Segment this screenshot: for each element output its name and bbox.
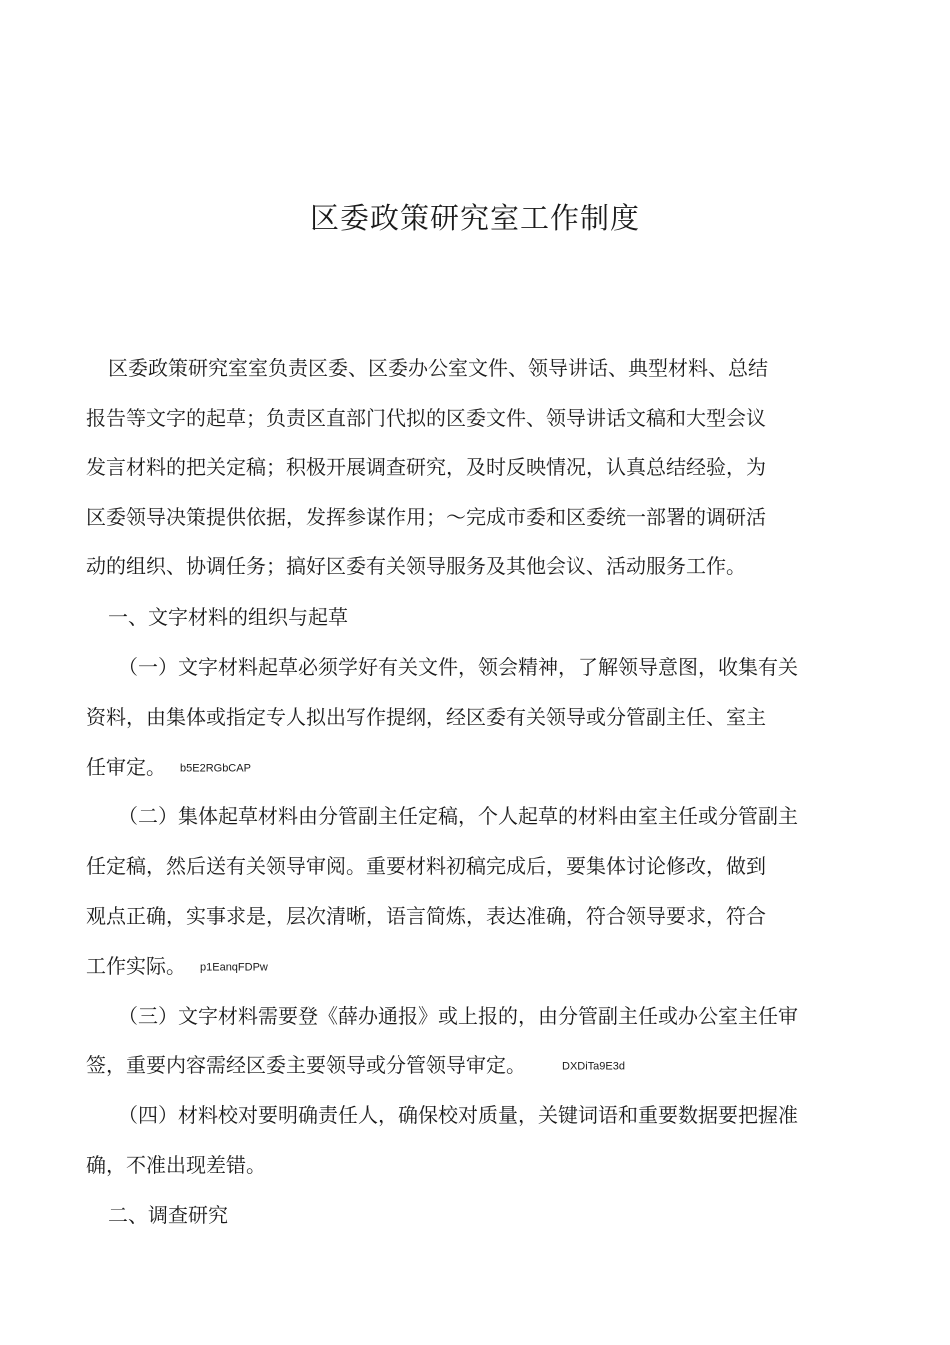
paragraph-end-text: 任审定。 <box>86 755 166 779</box>
document-title: 区委政策研究室工作制度 <box>309 201 640 235</box>
intro-line: 区委领导决策提供依据，发挥参谋作用；～完成市委和区委统一部署的调研活 <box>86 505 766 529</box>
paragraph-line: （四）材料校对要明确责任人，确保校对质量，关键词语和重要数据要把握准 <box>118 1103 798 1127</box>
paragraph-line: 观点正确，实事求是，层次清晰，语言简炼，表达准确，符合领导要求，符合 <box>86 904 766 928</box>
intro-line: 动的组织、协调任务；搞好区委有关领导服务及其他会议、活动服务工作。 <box>86 554 746 578</box>
paragraph-line: 资料，由集体或指定专人拟出写作提纲，经区委有关领导或分管副主任、室主 <box>86 705 766 729</box>
intro-line: 发言材料的把关定稿；积极开展调查研究，及时反映情况，认真总结经验，为 <box>86 455 766 479</box>
intro-line: 区委政策研究室室负责区委、区委办公室文件、领导讲话、典型材料、总结 <box>108 356 768 380</box>
paragraph-line: 任定稿，然后送有关领导审阅。重要材料初稿完成后，要集体讨论修改，做到 <box>86 854 766 878</box>
paragraph-line <box>86 952 846 982</box>
paragraph-line: （二）集体起草材料由分管副主任定稿，个人起草的材料由室主任或分管副主 <box>118 804 798 828</box>
section-heading-1: 一、文字材料的组织与起草 <box>108 605 348 629</box>
paragraph-line: 确，不准出现差错。 <box>86 1153 266 1177</box>
paragraph-line: （一）文字材料起草必须学好有关文件，领会精神，了解领导意图，收集有关 <box>118 655 798 679</box>
intro-line: 报告等文字的起草；负责区直部门代拟的区委文件、领导讲话文稿和大型会议 <box>86 406 766 430</box>
paragraph-end-text: 签，重要内容需经区委主要领导或分管领导审定。 <box>86 1053 526 1077</box>
reference-code: DXDiTa9E3d <box>562 1060 625 1073</box>
section-heading-2: 二、调查研究 <box>108 1203 228 1227</box>
reference-code: p1EanqFDPw <box>200 961 268 974</box>
paragraph-end-text: 工作实际。 <box>86 954 186 978</box>
reference-code: b5E2RGbCAP <box>180 762 251 775</box>
paragraph-line <box>86 753 846 783</box>
paragraph-line: （三）文字材料需要登《薛办通报》或上报的，由分管副主任或办公室主任审 <box>118 1004 798 1028</box>
paragraph-line <box>86 1051 846 1081</box>
